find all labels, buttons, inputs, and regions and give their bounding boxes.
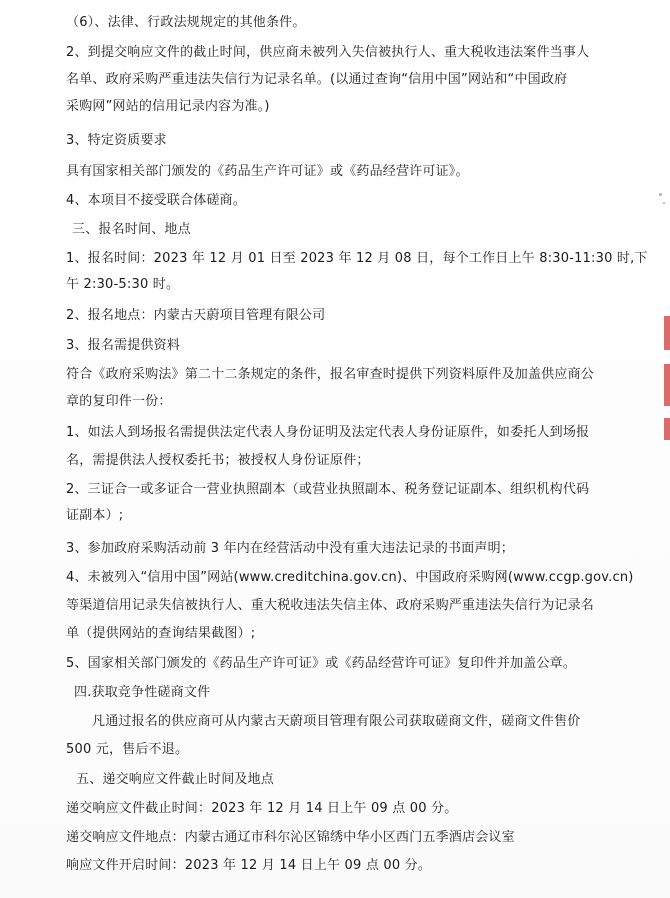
text-line-l08: 三、报名时间、地点 <box>72 222 191 237</box>
text-line-l17: 2、三证合一或多证合一营业执照副本（或营业执照副本、税务登记证副本、组织机构代码 <box>66 482 590 497</box>
text-line-l27: 五、递交响应文件截止时间及地点 <box>76 772 275 787</box>
scan-speck <box>659 193 662 196</box>
text-line-l29: 递交响应文件地点：内蒙古通辽市科尔沁区锦绣中华小区西门五季酒店会议室 <box>66 830 515 845</box>
text-line-l15: 1、如法人到场报名需提供法定代表人身份证明及法定代表人身份证原件，如委托人到场报 <box>66 425 590 440</box>
scan-speck <box>663 202 665 204</box>
text-line-l25: 凡通过报名的供应商可从内蒙古天蔚项目管理有限公司获取磋商文件，磋商文件售价 <box>92 714 581 729</box>
text-line-l28: 递交响应文件截止时间：2023 年 12 月 14 日上午 09 点 00 分。 <box>66 801 458 816</box>
text-line-l20: 4、未被列入“信用中国”网站(www.creditchina.gov.cn)、中国政府采购网(www.ccgp.gov.cn) <box>66 570 634 585</box>
text-line-l07: 4、本项目不接受联合体磋商。 <box>66 193 247 208</box>
text-line-l22: 单（提供网站的查询结果截图）; <box>66 626 256 641</box>
text-line-l13: 符合《政府采购法》第二十二条规定的条件，报名审查时提供下列资料原件及加盖供应商公 <box>66 367 595 382</box>
red-edge-mark <box>664 316 670 350</box>
text-line-l12: 3、报名需提供资料 <box>66 338 181 353</box>
text-line-l11: 2、报名地点：内蒙古天蔚项目管理有限公司 <box>66 308 326 323</box>
text-line-l24: 四.获取竞争性磋商文件 <box>74 685 211 700</box>
text-line-l10: 午 2:30-5:30 时。 <box>66 277 180 292</box>
red-edge-mark <box>664 418 670 440</box>
text-line-l14: 章的复印件一份： <box>66 394 172 409</box>
text-line-l30: 响应文件开启时间：2023 年 12 月 14 日上午 09 点 00 分。 <box>66 858 432 873</box>
text-line-l04: 采购网”网站的信用记录内容为准。) <box>66 99 270 114</box>
text-line-l03: 名单、政府采购严重违法失信行为记录名单。(以通过查询“信用中国”网站和“中国政府 <box>66 72 568 87</box>
text-line-l26: 500 元，售后不退。 <box>66 742 189 757</box>
text-line-l06: 具有国家相关部门颁发的《药品生产许可证》或《药品经营许可证》。 <box>66 164 469 179</box>
text-line-l05: 3、特定资质要求 <box>66 133 167 148</box>
text-line-l16: 名，需提供法人授权委托书；被授权人身份证原件； <box>66 453 370 468</box>
text-line-l09: 1、报名时间：2023 年 12 月 01 日至 2023 年 12 月 08 日，每个工作日上午 8:30-11:30 时,下 <box>66 251 648 266</box>
text-line-l23: 5、国家相关部门颁发的《药品生产许可证》或《药品经营许可证》复印件并加盖公章。 <box>66 656 577 671</box>
red-edge-mark <box>664 364 670 406</box>
text-line-l18: 证副本）; <box>66 508 124 523</box>
text-line-l19: 3、参加政府采购活动前 3 年内在经营活动中没有重大违法记录的书面声明； <box>66 541 515 556</box>
text-line-l21: 等渠道信用记录失信被执行人、重大税收违法失信主体、政府采购严重违法失信行为记录名 <box>66 598 595 613</box>
text-line-l02: 2、到提交响应文件的截止时间，供应商未被列入失信被执行人、重大税收违法案件当事人 <box>66 45 590 60</box>
text-line-l01: （6）、法律、行政法规规定的其他条件。 <box>66 15 306 30</box>
